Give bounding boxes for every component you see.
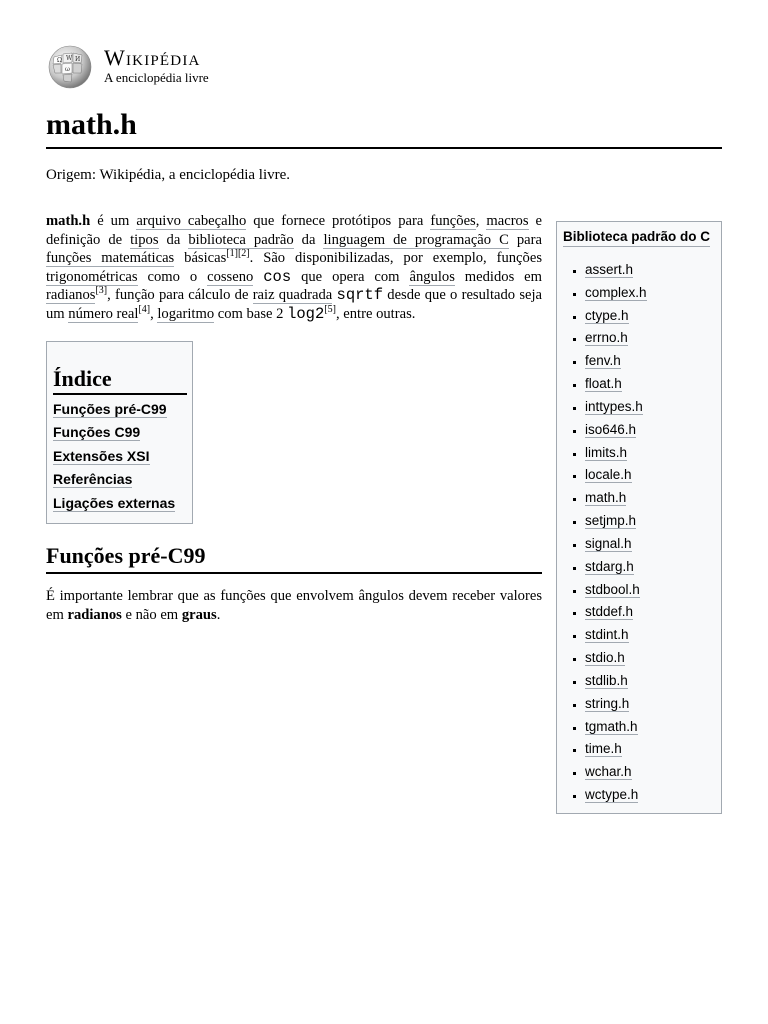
infobox-link[interactable]: stdbool.h [585, 581, 640, 597]
ref-1[interactable]: [1] [226, 248, 238, 260]
list-item [585, 581, 721, 598]
text: É importante lembrar que as funções que envolvem ângulos devem receber valores em [46, 588, 542, 623]
svg-text:W: W [66, 55, 73, 62]
infobox-link[interactable]: float.h [585, 376, 622, 392]
list-item [585, 740, 721, 757]
toc-item [53, 470, 187, 488]
list-item [585, 261, 721, 278]
link-arquivo-cabecalho[interactable]: arquivo cabeçalho [136, 213, 247, 229]
list-item [585, 535, 721, 552]
list-item [585, 786, 721, 803]
toc-link-funcoes-pre-c99[interactable]: Funções pré-C99 [53, 401, 167, 417]
link-radianos[interactable]: radianos [46, 287, 96, 304]
list-item [585, 763, 721, 780]
infobox-link[interactable]: setjmp.h [585, 513, 637, 529]
infobox-link[interactable]: ctype.h [585, 307, 629, 323]
list-item [585, 626, 721, 643]
infobox-link[interactable]: locale.h [585, 467, 632, 483]
text: , função para cálculo de [107, 287, 253, 304]
toc-title: Índice [53, 366, 187, 395]
list-item [585, 603, 721, 620]
toc-link-funcoes-c99[interactable]: Funções C99 [53, 424, 141, 441]
text [253, 269, 263, 285]
link-linguagem-c[interactable]: linguagem de programação C [323, 231, 509, 248]
toc-link-referencias[interactable]: Referências [53, 471, 133, 488]
infobox-link[interactable]: limits.h [585, 444, 628, 460]
infobox-link[interactable]: string.h [585, 695, 630, 711]
code-sqrtf: sqrtf [336, 286, 384, 305]
svg-text:И: И [75, 56, 81, 63]
infobox-link[interactable]: stddef.h [585, 604, 634, 620]
list-item [585, 718, 721, 735]
text: . [216, 606, 221, 623]
page-origin: Origem: Wikipédia, a enciclopédia livre. [46, 167, 291, 183]
list-item [585, 375, 721, 392]
infobox-link[interactable]: stdlib.h [585, 672, 628, 688]
infobox-c-standard-library [556, 221, 722, 814]
infobox-link[interactable]: wctype.h [585, 787, 639, 803]
link-tipos[interactable]: tipos [130, 231, 159, 248]
text: que opera com [291, 268, 410, 285]
bold-graus: graus [181, 606, 217, 623]
infobox-link[interactable]: iso646.h [585, 421, 637, 437]
link-trigonometricas[interactable]: trigonométricas [46, 268, 138, 285]
code-log2: log2 [287, 304, 325, 323]
toc-link-ligacoes-externas[interactable]: Ligações externas [53, 494, 176, 511]
list-item [585, 466, 721, 483]
link-macros[interactable]: macros [486, 213, 529, 229]
list-item [585, 352, 721, 369]
infobox-link[interactable]: complex.h [585, 284, 647, 300]
site-tagline: A enciclopédia livre [104, 69, 209, 85]
infobox-link[interactable]: stdarg.h [585, 558, 634, 574]
text: básicas [174, 250, 227, 267]
ref-5[interactable]: [5] [324, 304, 336, 316]
list-item [585, 329, 721, 346]
toc-item [53, 400, 187, 418]
list-item [585, 307, 721, 324]
lead-bold-term: math.h [46, 213, 91, 229]
text: , [475, 213, 487, 229]
list-item [585, 489, 721, 506]
toc-item [53, 447, 187, 465]
wikipedia-globe-logo[interactable] [45, 43, 95, 89]
infobox-link[interactable]: assert.h [585, 262, 634, 277]
site-name: Wikipédia [104, 44, 201, 70]
link-funcoes[interactable]: funções [430, 213, 476, 229]
ref-2[interactable]: [2] [237, 248, 250, 260]
site-header [45, 42, 209, 90]
link-raiz-quadrada[interactable]: raiz quadrada [252, 287, 333, 304]
lead-paragraph [46, 212, 542, 324]
svg-text:ω: ω [65, 66, 70, 73]
infobox-link[interactable]: inttypes.h [585, 398, 643, 414]
text: para [508, 231, 542, 248]
text: da [158, 231, 189, 248]
infobox-link[interactable]: wchar.h [585, 764, 632, 780]
infobox-link[interactable]: stdint.h [585, 627, 629, 643]
infobox-link[interactable]: stdio.h [585, 650, 625, 666]
text: . São disponibilizadas, por exemplo, funções [249, 250, 542, 267]
text: , [150, 305, 158, 322]
text: e definição de [46, 213, 543, 248]
text: é um [90, 213, 137, 229]
link-funcoes-matematicas[interactable]: funções matemáticas [46, 250, 175, 267]
list-item [585, 421, 721, 438]
svg-text:Ω: Ω [57, 57, 62, 64]
code-cos: cos [263, 267, 292, 286]
text: desde que o resultado seja um [46, 287, 543, 322]
infobox-link[interactable]: signal.h [585, 535, 632, 551]
section-paragraph [46, 587, 542, 624]
list-item [585, 512, 721, 529]
text: e não em [121, 606, 182, 623]
infobox-link[interactable]: fenv.h [585, 353, 621, 369]
list-item [585, 649, 721, 666]
infobox-list [563, 261, 721, 803]
list-item [585, 672, 721, 689]
list-item [585, 398, 721, 415]
link-numero-real[interactable]: número real [68, 305, 139, 322]
link-biblioteca-padrao[interactable]: biblioteca padrão [188, 231, 294, 248]
link-cosseno[interactable]: cosseno [207, 268, 254, 285]
table-of-contents [46, 341, 193, 524]
list-item [585, 558, 721, 575]
text: que fornece protótipos para [246, 213, 431, 229]
text: como o [137, 268, 208, 285]
infobox-link[interactable]: errno.h [585, 330, 628, 346]
list-item [585, 444, 721, 461]
toc-item [53, 494, 187, 512]
page-title: math.h [46, 106, 722, 149]
text: medidos em [454, 268, 543, 285]
section-heading-funcoes-pre-c99: Funções pré-C99 [46, 542, 542, 574]
bold-radianos: radianos [67, 606, 122, 623]
infobox-link[interactable]: math.h [585, 490, 627, 506]
ref-3[interactable]: [3] [95, 285, 108, 297]
toc-item [53, 423, 187, 441]
list-item [585, 695, 721, 712]
text: com base 2 [214, 305, 288, 322]
link-logaritmo[interactable]: logaritmo [157, 305, 215, 322]
toc-list [53, 400, 187, 512]
infobox-title[interactable]: Biblioteca padrão do C [563, 228, 710, 247]
text: da [293, 231, 324, 248]
list-item [585, 284, 721, 301]
ref-4[interactable]: [4] [138, 304, 151, 316]
toc-link-extensoes-xsi[interactable]: Extensões XSI [53, 447, 150, 464]
infobox-link[interactable]: time.h [585, 741, 622, 757]
wordmark[interactable] [104, 44, 209, 86]
text: , entre outras. [335, 305, 416, 322]
link-angulos[interactable]: ângulos [409, 268, 455, 285]
infobox-link[interactable]: tgmath.h [585, 718, 638, 734]
